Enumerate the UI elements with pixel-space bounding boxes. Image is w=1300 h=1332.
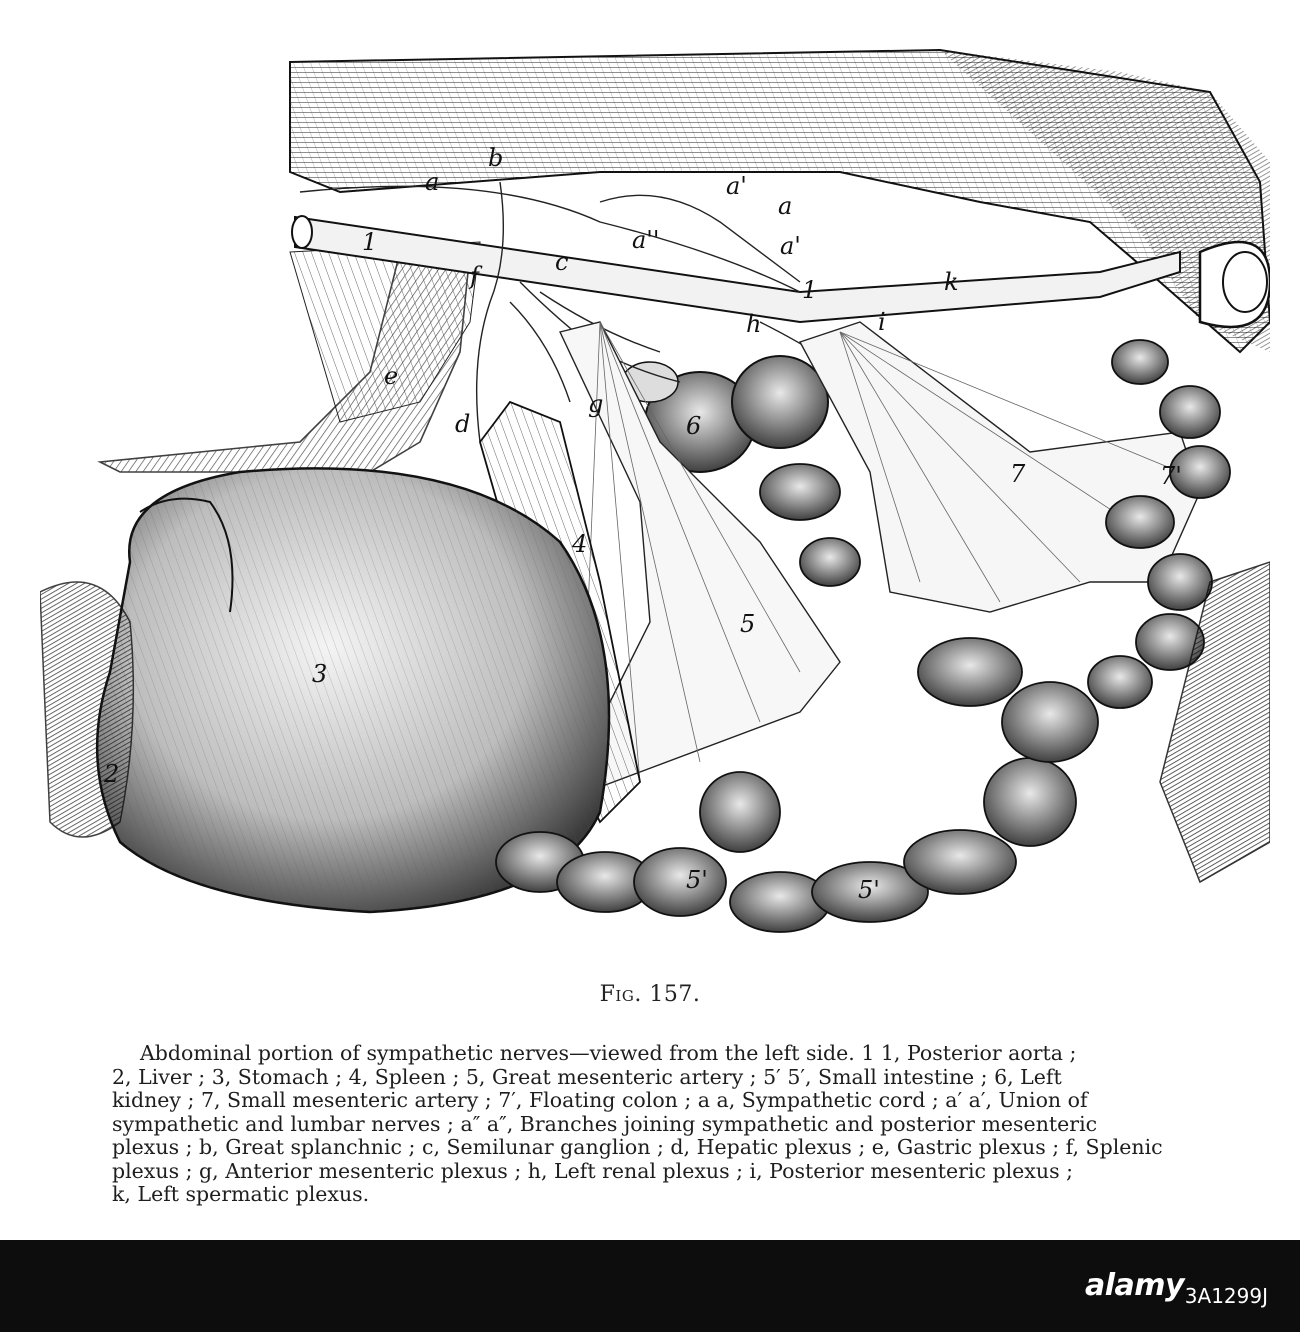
label-1a: 1 <box>362 228 378 256</box>
brand-name: alamy <box>1085 1268 1185 1303</box>
liver <box>40 582 133 837</box>
figure-number <box>0 982 1300 1007</box>
label-f: f <box>470 262 479 290</box>
caption-line: sympathetic and lumbar nerves ; a″ a″, Branches joining sympathetic and posterior mesenteric <box>112 1111 1098 1136</box>
caption-line: kidney ; 7, Small mesenteric artery ; 7′, Floating colon ; a a, Sympathetic cord ; a′ a′, Union of <box>112 1088 1088 1112</box>
caption-line: k, Left spermatic plexus. <box>112 1182 370 1206</box>
label-e: e <box>384 362 399 390</box>
caption-line: Abdominal portion of sympathetic nerves—viewed from the left side. 1 1, Posterior aorta ; <box>140 1041 1077 1065</box>
caption-line: 2, Liver ; 3, Stomach ; 4, Spleen ; 5, Great mesenteric artery ; 5′ 5′, Small intestine ; 6, Left <box>112 1064 1062 1089</box>
label-4: 4 <box>572 530 588 558</box>
label-3: 3 <box>312 660 328 688</box>
diaphragm <box>100 242 480 472</box>
image-code: 3A1299J <box>1184 1284 1268 1308</box>
label-a-double-prime: a'' <box>632 226 660 254</box>
caption-line: plexus ; b, Great splanchnic ; c, Semilunar ganglion ; d, Hepatic plexus ; e, Gastric plexus ; f, Splenic <box>112 1135 1163 1159</box>
label-5-prime-2: 5' <box>858 876 880 904</box>
label-b: b <box>488 144 504 172</box>
caption-line: plexus ; g, Anterior mesenteric plexus ; h, Left renal plexus ; i, Posterior mesenteric plexus ; <box>112 1158 1074 1183</box>
watermark-bar <box>0 1240 1300 1332</box>
label-5-prime-1: 5' <box>686 866 708 894</box>
label-k: k <box>944 268 959 296</box>
label-1b: 1 <box>802 276 818 304</box>
anatomical-illustration <box>40 22 1270 972</box>
label-7-prime: 7' <box>1160 462 1182 490</box>
figure-caption <box>112 1042 1257 1207</box>
label-6: 6 <box>686 412 702 440</box>
label-c: c <box>555 248 569 276</box>
label-7: 7 <box>1010 460 1026 488</box>
figure-title: Fig. 157. <box>599 982 701 1007</box>
label-2: 2 <box>104 760 120 788</box>
label-a-2: a <box>778 192 793 220</box>
label-i: i <box>878 308 886 336</box>
label-a: a <box>425 168 440 196</box>
label-d: d <box>455 410 471 438</box>
label-g: g <box>588 390 604 418</box>
label-a-prime: a' <box>726 172 747 200</box>
label-5: 5 <box>740 610 756 638</box>
label-h: h <box>746 310 762 338</box>
label-a-prime-2: a' <box>780 232 801 260</box>
